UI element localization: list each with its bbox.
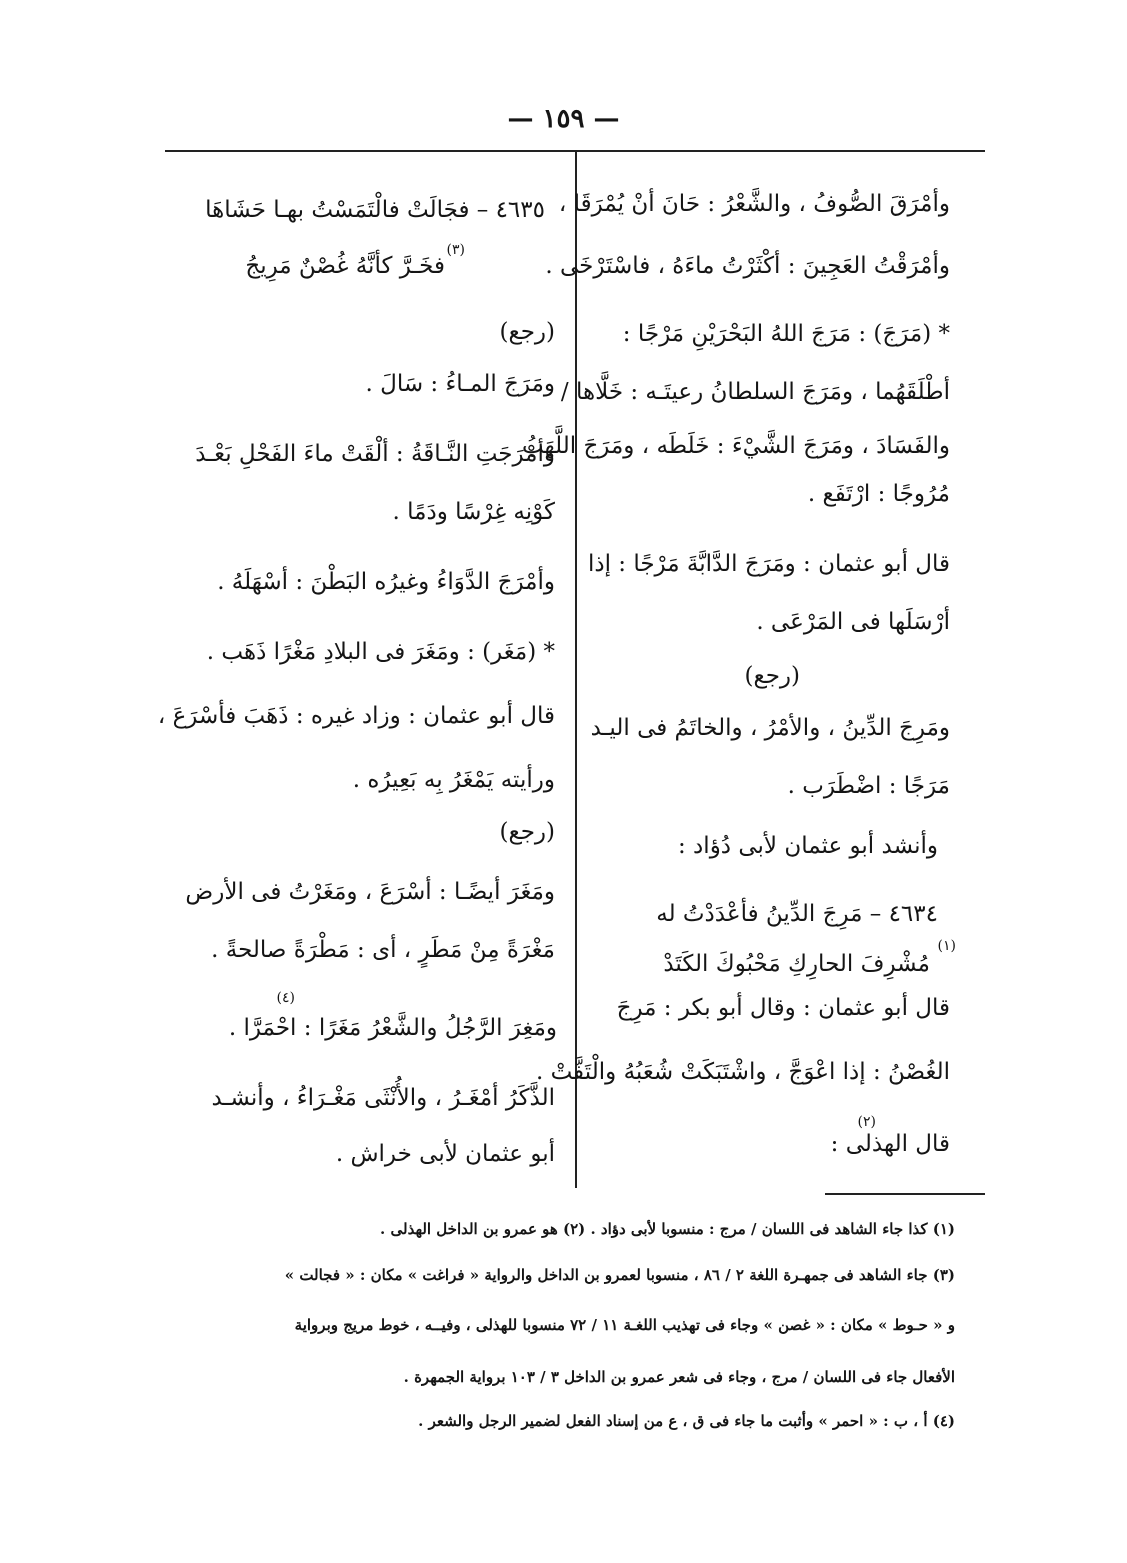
text-line: وأنشد أبو عثمان لأبى دُؤاد : xyxy=(678,833,938,859)
return-marker: (رجع) xyxy=(499,819,555,845)
text-line: أرْسَلَها فى المَرْعَى . xyxy=(756,609,950,635)
text-line: وأمْرَقْتُ العَجِينَ : أكْثَرْتُ ماءَهُ ، فاسْتَرْخَى . xyxy=(545,253,950,279)
text-line: والفَسَادَ ، ومَرَجَ الشَّيْءَ : خَلَطَه ، ومَرَجَ اللَّهَبُ xyxy=(521,433,950,459)
text-line: أبو عثمان لأبى خراش . xyxy=(335,1141,555,1167)
footnote: (٣) جاء الشاهد فى جمهـرة اللغة ٢ / ٨٦ ، منسوبا لعمرو بن الداخل والرواية « فراغت » مكان : « فجالت » xyxy=(284,1266,955,1284)
text-line: وأمْرَجَ الدَّوَاءُ وغيرُه البَطْنَ : أسْهَلَهُ . xyxy=(217,569,555,595)
text-line: وأمْرَقَ الصُّوفُ ، والشَّعْرُ : حَانَ أنْ يُمْرَقَا ، xyxy=(558,191,950,217)
text-line: كَوْنِه غِرْسًا ودَمًا . xyxy=(392,499,555,525)
entry-heading: * (مَغَر) : ومَغَرَ فى البلادِ مَغْرًا ذَهَب . xyxy=(206,639,555,665)
text-line: ومَغَرَ أيضًـا : أسْرَعَ ، ومَغَرْتُ فى الأرض xyxy=(185,879,555,905)
text-line: قال أبو عثمان : وزاد غيره : ذَهَبَ فأسْرَعَ ، xyxy=(157,703,555,729)
verse-line: ٤٦٣٥ – فجَالَتْ فالْتَمَسْتُ بهـا حَشَاهَا xyxy=(205,197,545,223)
text-line: ومَرِجَ الدِّينُ ، والأمْرُ ، والخاتَمُ فى اليـد xyxy=(590,715,950,741)
text-line: مَغْرَةً مِنْ مَطَرٍ ، أى : مَطْرَةً صالحةً . xyxy=(211,937,555,963)
footnote-rule xyxy=(825,1193,985,1195)
text-line: قال أبو عثمان : ومَرَجَ الدَّابَّةَ مَرْجًا : إذا xyxy=(587,551,950,577)
text-line: أطْلَقَهُما ، ومَرَجَ السلطانُ رعيتَـه : خَلَّاها / xyxy=(560,379,950,405)
return-marker: (رجع) xyxy=(744,663,800,689)
text-line: ومَغِرَ الرَّجُلُ والشَّعْرُ مَغَرًا : احْمَرَّا . xyxy=(228,1015,557,1041)
footnote: الأفعال جاء فى اللسان / مرج ، وجاء فى شعر عمرو بن الداخل ٣ / ١٠٣ برواية الجمهرة . xyxy=(403,1368,955,1386)
verse-line: مُشْرِفَ الحارِكِ مَحْبُوكَ الكَتَدْ xyxy=(663,951,930,977)
entry-heading: * (مَرَجَ) : مَرَجَ اللهُ البَحْرَيْنِ مَرْجًا : xyxy=(622,321,950,347)
text-line: ورأيته يَمْغَرُ بِه بَعِيرُه . xyxy=(352,767,555,793)
text-line: مُرُوجًا : ارْتَفَع . xyxy=(807,481,950,507)
footnote-marker: (٤) xyxy=(276,990,295,1006)
text-line: الذَّكَرُ أمْغَـرُ ، والأُنْثَى مَغْـرَاءُ ، وأنشـد xyxy=(211,1085,555,1111)
text-line: قال أبو عثمان : وقال أبو بكر : مَرِجَ xyxy=(616,995,950,1021)
footnote: و « حـوط » مكان : « غصن » وجاء فى تهذيب اللغـة ١١ / ٧٢ منسوبا للهذلى ، وفيــه ، خوط مريج وبرواية xyxy=(294,1316,955,1334)
text-line: قال الهذلى : xyxy=(830,1131,950,1157)
text-line: مَرَجًا : اضْطَرَب . xyxy=(787,773,950,799)
footnote-marker: (١) xyxy=(937,938,956,954)
text-line: وأمْرَجَتِ النَّـاقَةُ : ألْقَتْ ماءَ الفَحْلِ بَعْـدَ xyxy=(195,441,555,467)
page-number: — ١٥٩ — xyxy=(507,104,620,134)
verse-line: ٤٦٣٤ – مَرِجَ الدِّينُ فأعْدَدْتُ له xyxy=(656,901,938,927)
text-line: ومَرَجَ المـاءُ : سَالَ . xyxy=(365,371,555,397)
return-marker: (رجع) xyxy=(499,319,555,345)
verse-line: فخَـرَّ كأنَّهُ غُصْنٌ مَرِيجُ xyxy=(245,253,445,279)
footnote-marker: (٢) xyxy=(857,1114,876,1130)
footnote: (١) كذا جاء الشاهد فى اللسان / مرج : منسوبا لأبى دؤاد . (٢) هو عمرو بن الداخل الهذلى . xyxy=(380,1220,955,1238)
footnote-marker: (٣) xyxy=(446,242,465,258)
column-divider xyxy=(575,152,577,1188)
text-line: الغُصْنُ : إذا اعْوَجَّ ، واشْتَبَكَتْ شُعَبُهُ والْتَفَّتْ . xyxy=(535,1059,950,1085)
footnote: (٤) أ ، ب : « احمر » وأثبت ما جاء فى ق ، ع من إسناد الفعل لضمير الرجل والشعر . xyxy=(418,1412,955,1430)
